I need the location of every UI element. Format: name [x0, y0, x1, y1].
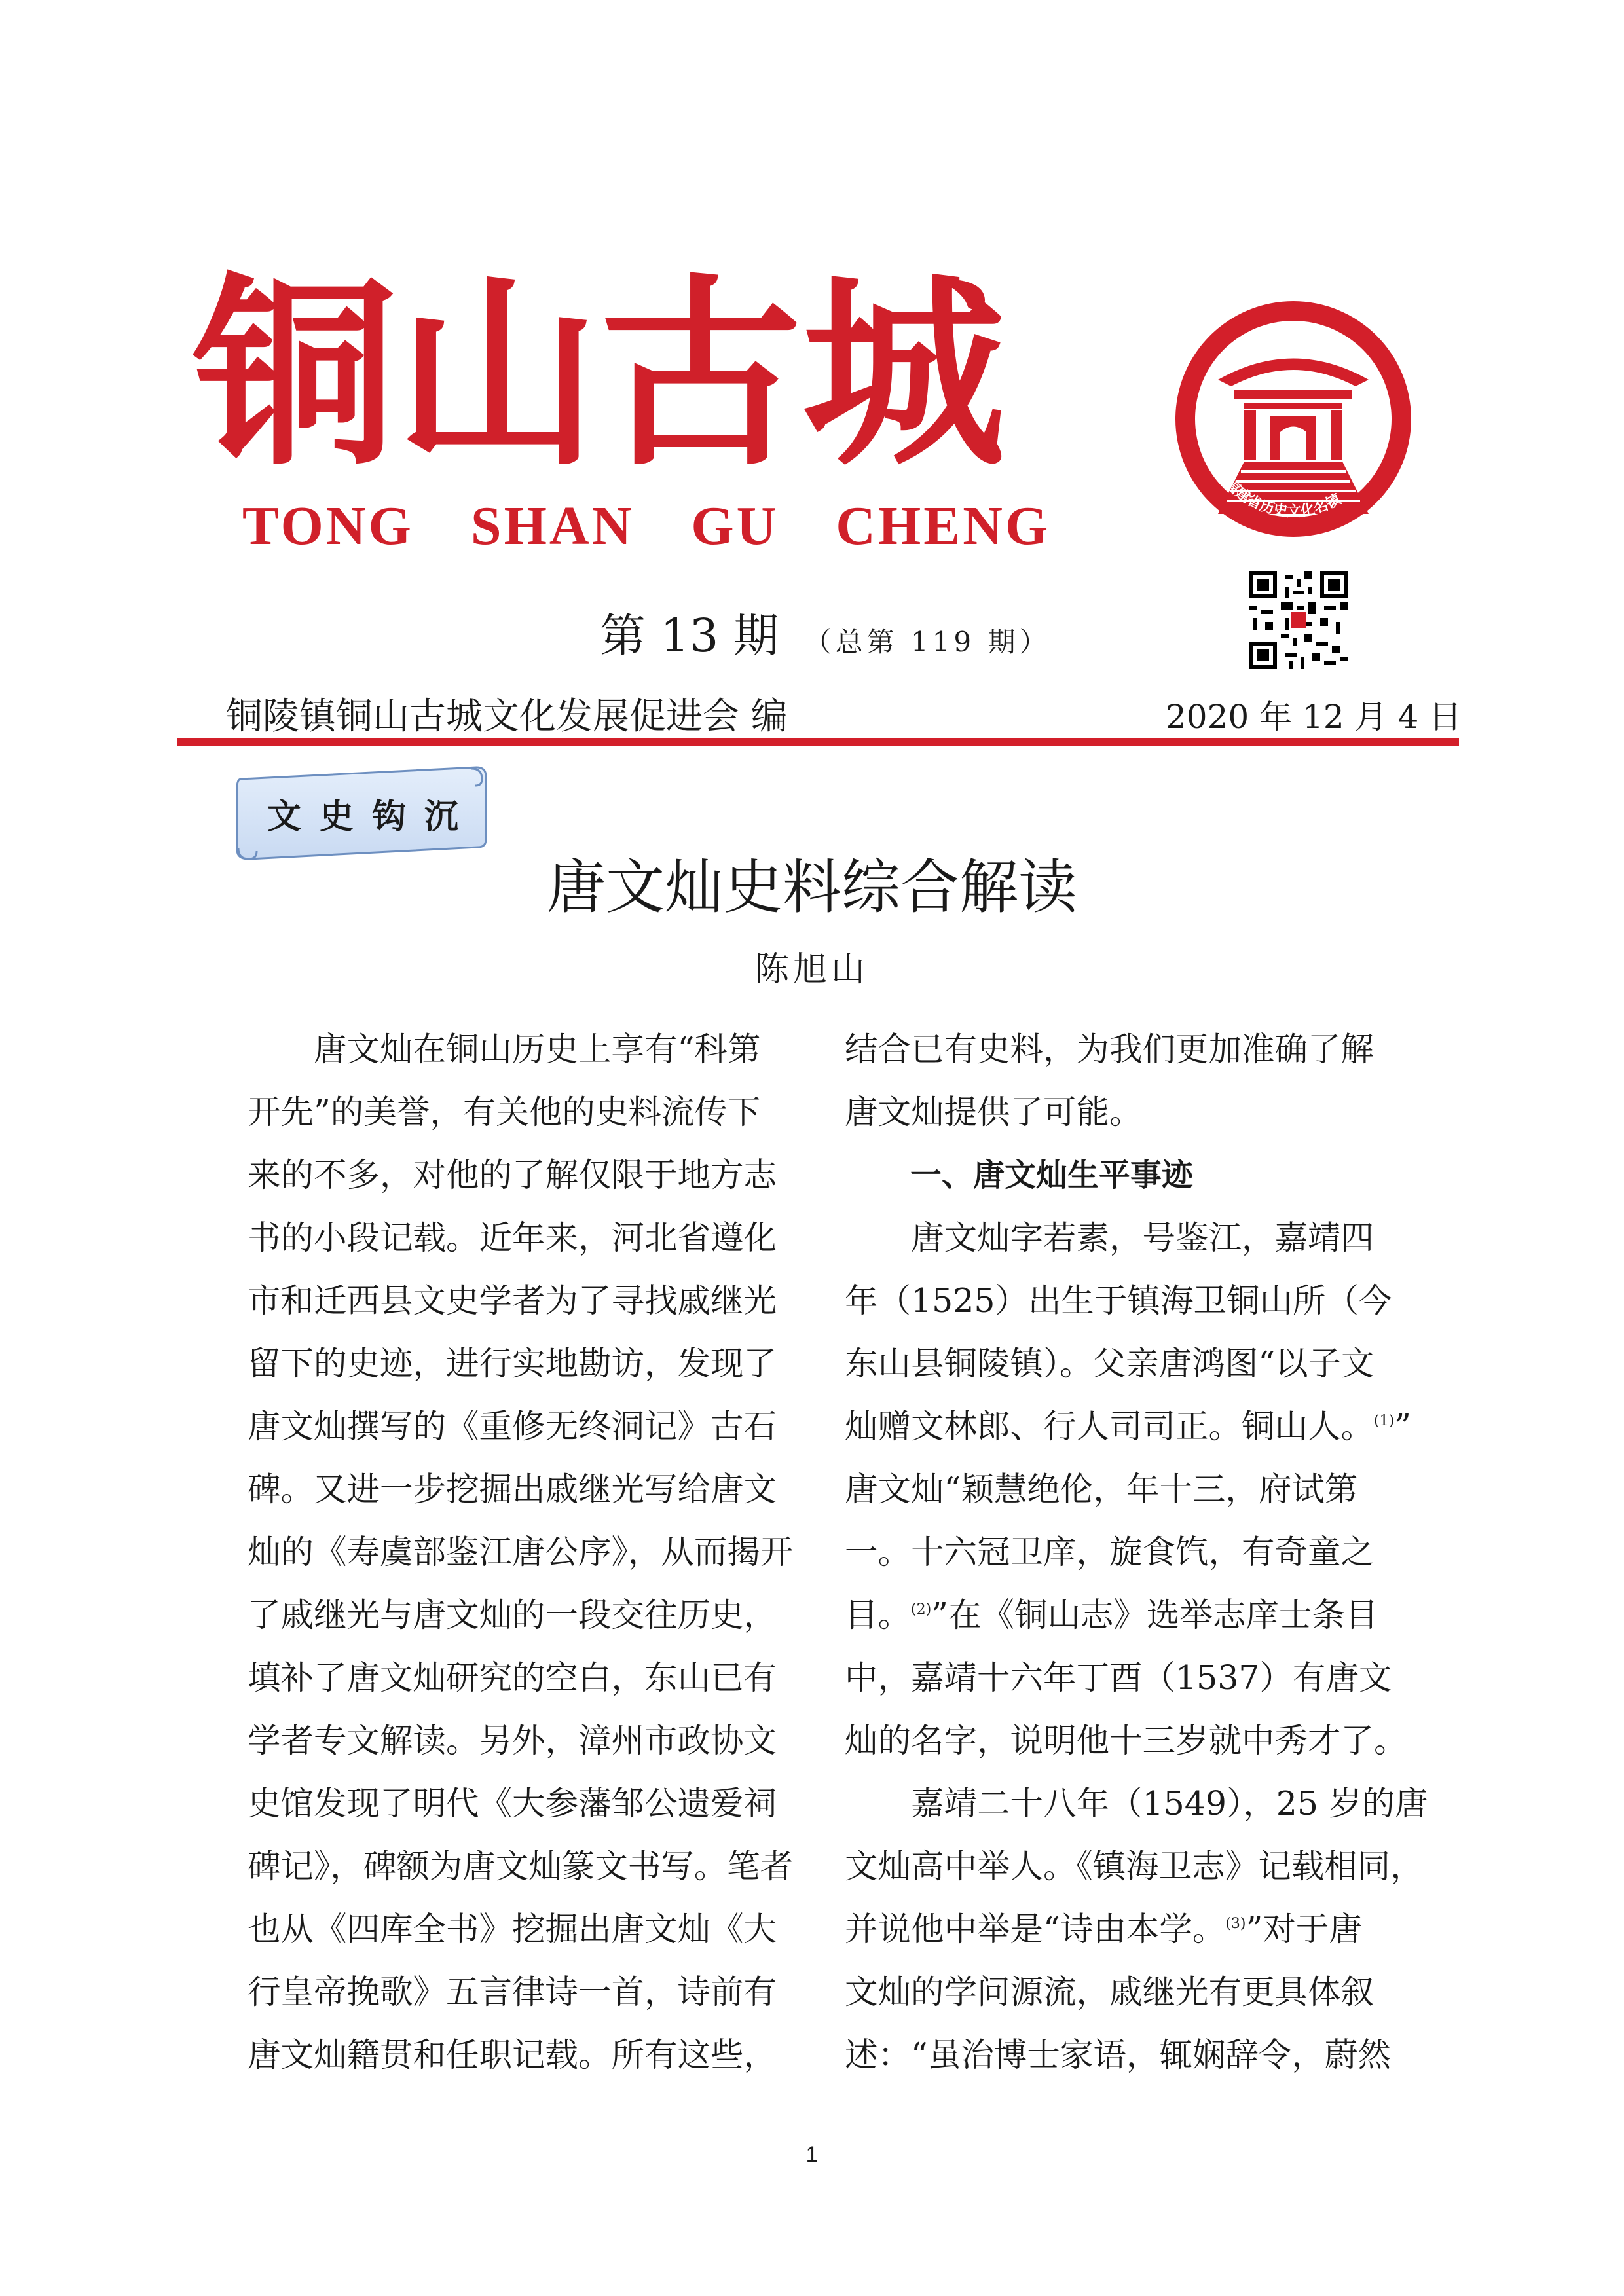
text-line: 唐文灿字若素，号鉴江，嘉靖四 [845, 1218, 1374, 1257]
text-line: 唐文灿在铜山历史上享有“科第 [248, 1030, 761, 1068]
line-segment: ”对于唐 [1246, 1910, 1362, 1948]
masthead-title-text: 铜山古城 [193, 255, 1005, 494]
text-line: 唐文灿撰写的《重修无终洞记》古石 [248, 1407, 777, 1446]
town-logo [1172, 298, 1414, 540]
line-segment: 目。 [845, 1595, 911, 1634]
masthead-en-word: SHAN [470, 496, 635, 556]
masthead-en-word: CHENG [836, 496, 1051, 556]
line-segment: 灿赠文林郎、行人司司正。铜山人。 [845, 1407, 1374, 1446]
text-line: 也从《四库全书》挖掘出唐文灿《大 [248, 1910, 777, 1948]
text-line: 开先”的美誉，有关他的史料流传下 [248, 1093, 761, 1131]
line-segment: 并说他中举是“诗由本学。 [845, 1910, 1226, 1948]
left-column [248, 1018, 794, 2086]
text-line: 学者专文解读。另外，漳州市政协文 [248, 1721, 777, 1760]
article-title: 唐文灿史料综合解读 [547, 853, 1077, 922]
issue-total: （总第 119 期） [803, 626, 1051, 658]
section-heading: 一、唐文灿生平事迹 [910, 1157, 1194, 1194]
text-line: 唐文灿提供了可能。 [845, 1093, 1143, 1131]
text-line: 一。十六冠卫庠，旋食饩，有奇童之 [845, 1533, 1374, 1571]
masthead-title [193, 249, 1018, 498]
text-line [845, 1584, 1388, 1647]
column-badge-label: 文史钩沉 [267, 797, 477, 837]
text-line: 填补了唐文灿研究的空白，东山已有 [248, 1658, 777, 1697]
text-line: 行皇帝挽歌》五言律诗一首，诗前有 [248, 1973, 777, 2011]
text-line: 述：“虽治博士家语，辄娴辞令，蔚然 [845, 2035, 1391, 2074]
footnote-ref-1[interactable]: (1) [1374, 1413, 1395, 1429]
text-line [845, 1898, 1388, 1961]
text-line: 留下的史迹，进行实地勘访，发现了 [248, 1344, 777, 1383]
text-line: 文灿的学问源流，戚继光有更具体叙 [845, 1973, 1374, 2011]
text-line: 碑。又进一步挖掘出戚继光写给唐文 [248, 1470, 777, 1508]
text-line: 市和迁西县文史学者为了寻找戚继光 [248, 1281, 777, 1320]
text-line: 了戚继光与唐文灿的一段交往历史， [248, 1595, 777, 1634]
footnote-ref-3[interactable]: (3) [1225, 1916, 1246, 1932]
footnote-ref-2[interactable]: (2) [911, 1601, 932, 1618]
logo-ring-text: 福建省历史文化名镇 [1221, 475, 1344, 520]
text-line: 中，嘉靖十六年丁酉（1537）有唐文 [845, 1658, 1392, 1697]
editor-line: 铜陵镇铜山古城文化发展促进会 编 [226, 695, 788, 738]
masthead-english-title [242, 494, 1051, 558]
text-line: 来的不多，对他的了解仅限于地方志 [248, 1156, 777, 1194]
text-line: 东山县铜陵镇）。父亲唐鸿图“以子文 [845, 1344, 1375, 1383]
header-divider [177, 738, 1459, 746]
page-number: 1 [805, 2142, 819, 2167]
issue-number-text: 第 13 期 [600, 609, 779, 663]
text-line: 嘉靖二十八年（1549），25 岁的唐 [845, 1784, 1428, 1823]
right-column [845, 1018, 1428, 2086]
text-line: 灿的名字，说明他十三岁就中秀才了。 [845, 1721, 1407, 1760]
line-segment: ” [1394, 1407, 1411, 1446]
masthead-en-word: GU [691, 496, 779, 556]
text-line: 年（1525）出生于镇海卫铜山所（今 [845, 1281, 1392, 1320]
text-line: 碑记》，碑额为唐文灿篆文书写。笔者 [248, 1847, 794, 1886]
text-line: 史馆发现了明代《大参藩邹公遗爱祠 [248, 1784, 777, 1823]
article-author: 陈旭山 [754, 950, 869, 989]
qr-code[interactable] [1249, 571, 1348, 669]
text-line: 灿的《寿虞部鉴江唐公序》，从而揭开 [248, 1533, 794, 1571]
issue-date: 2020 年 12 月 4 日 [1166, 698, 1462, 736]
issue-number [600, 599, 1050, 665]
line-segment: ”在《铜山志》选举志庠士条目 [931, 1595, 1378, 1634]
text-line: 文灿高中举人。《镇海卫志》记载相同， [845, 1847, 1424, 1886]
masthead-en-word: TONG [242, 496, 414, 556]
text-line: 书的小段记载。近年来，河北省遵化 [248, 1218, 777, 1257]
text-line: 结合已有史料，为我们更加准确了解 [845, 1030, 1374, 1068]
text-line [845, 1395, 1411, 1458]
text-line: 唐文灿籍贯和任职记载。所有这些， [248, 2035, 777, 2074]
text-line: 唐文灿“颖慧绝伦，年十三，府试第 [845, 1470, 1358, 1508]
